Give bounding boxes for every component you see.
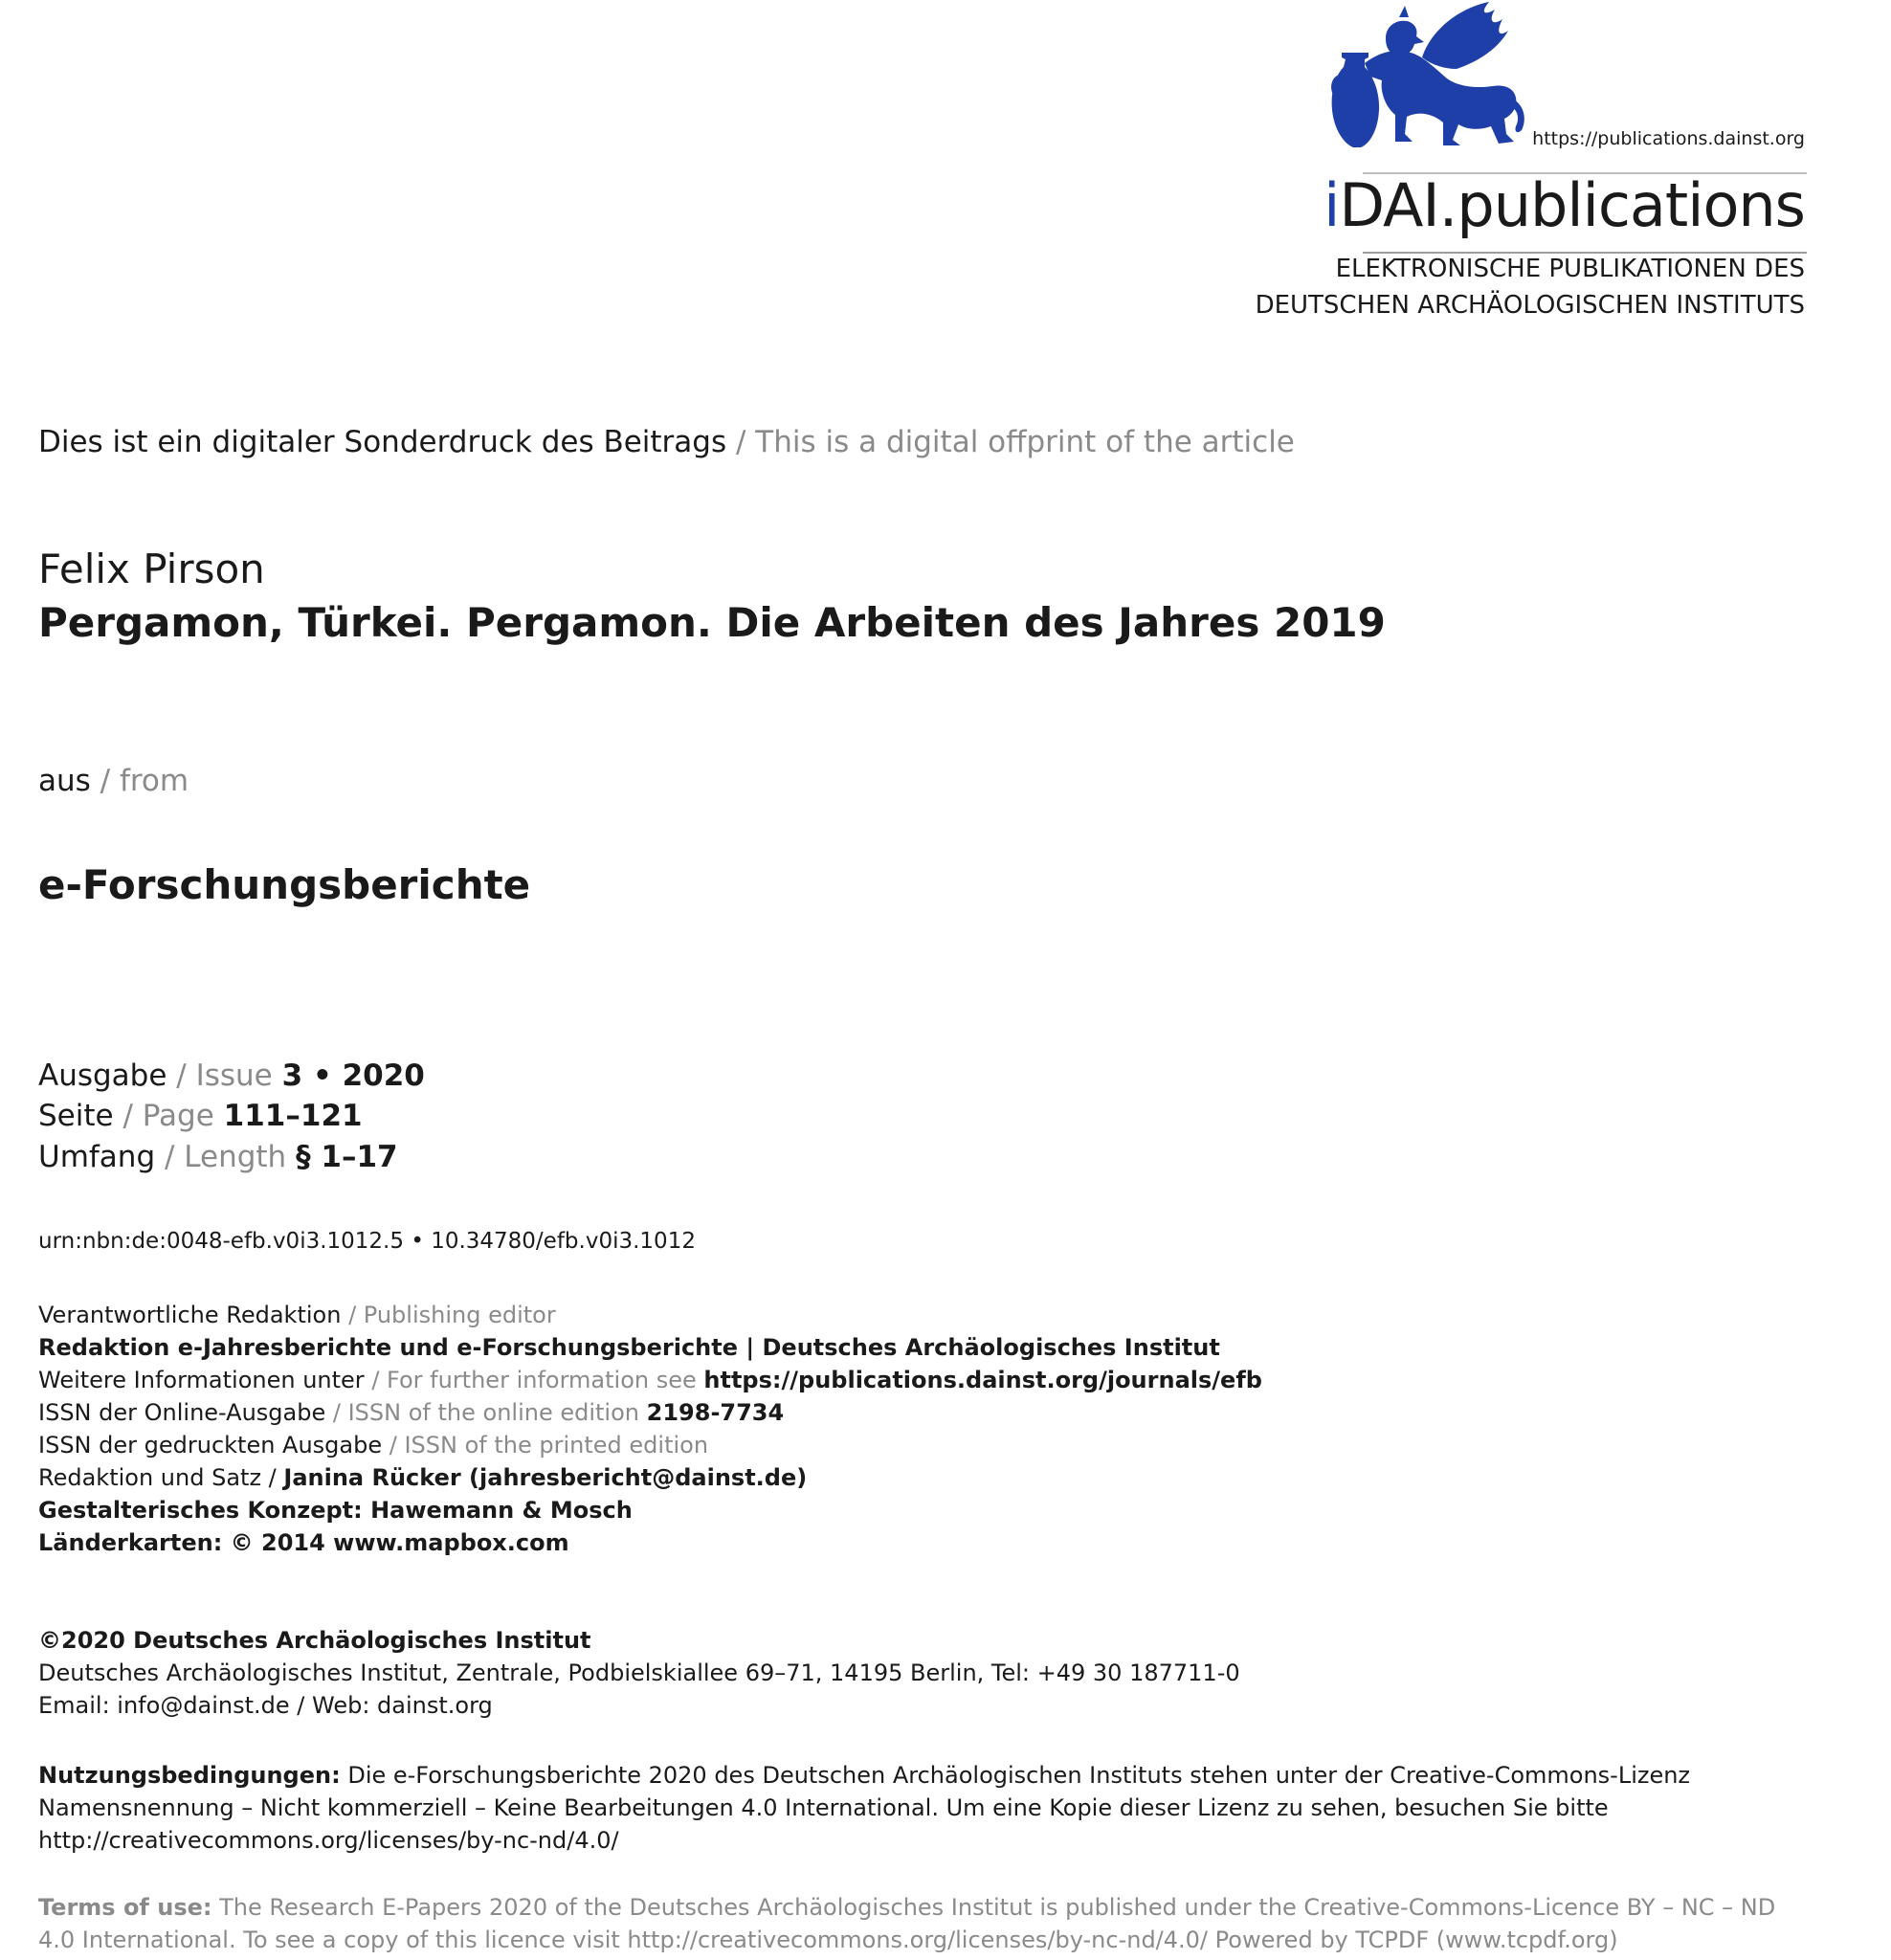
offprint-notice-de: Dies ist ein digitaler Sonderdruck des Beitrags [38,425,727,459]
more-info-de: Weitere Informationen unter [38,1367,365,1393]
page-label-en: / Page [122,1099,214,1133]
terms-de-label: Nutzungsbedingungen: [38,1762,341,1789]
urn-doi: urn:nbn:de:0048-efb.v0i3.1012.5 • 10.34780/efb.v0i3.1012 [38,1229,696,1254]
offprint-notice [38,425,1295,459]
site-url-link[interactable]: https://publications.dainst.org [1532,128,1805,149]
design-credit: Gestalterisches Konzept: Hawemann & Mosch [38,1497,633,1524]
issn-online-en: / ISSN of the online edition [332,1399,639,1426]
typesetting-label: Redaktion und Satz / [38,1464,277,1491]
issn-print-en: / ISSN of the printed edition [389,1432,709,1459]
brand-tagline-line1: ELEKTRONISCHE PUBLIKATIONEN DES [1335,255,1805,283]
terms-en-label: Terms of use: [38,1894,212,1921]
editor-label-line [38,1302,556,1328]
length-label-en: / Length [164,1140,287,1174]
dai-griffin-logo-icon [1326,0,1529,151]
brand-letter-i: i [1324,170,1340,240]
brand-tagline-line2: DEUTSCHEN ARCHÄOLOGISCHEN INSTITUTS [1255,291,1805,320]
from-label [38,764,189,798]
maps-credit: Länderkarten: © 2014 www.mapbox.com [38,1529,569,1556]
typesetting-line [38,1464,807,1491]
editor-value: Redaktion e-Jahresberichte und e-Forschungsberichte | Deutsches Archäologisches Institut [38,1334,1220,1361]
offprint-notice-en: / This is a digital offprint of the article [736,425,1295,459]
issue-line [38,1058,425,1093]
typesetting-value: Janina Rücker (jahresbericht@dainst.de) [283,1464,808,1491]
editor-label-en: / Publishing editor [348,1302,556,1328]
issn-print-line [38,1432,708,1459]
issue-value: 3 • 2020 [281,1058,425,1093]
length-value: § 1–17 [296,1140,398,1174]
issue-label-en: / Issue [176,1058,273,1093]
brand-divider [1363,252,1807,254]
length-line [38,1140,398,1174]
article-author: Felix Pirson [38,546,265,592]
from-label-en: / from [100,764,189,798]
brand-wordmark [1324,170,1805,240]
institute-contact: Email: info@dainst.de / Web: dainst.org [38,1692,493,1719]
page-value: 111–121 [223,1099,363,1133]
length-label-de: Umfang [38,1140,156,1174]
terms-of-use-de [38,1759,1809,1857]
more-info-line [38,1367,1262,1393]
issn-online-line [38,1399,784,1426]
brand-name-rest: DAI.publications [1339,170,1805,240]
page-line [38,1099,363,1133]
issn-online-de: ISSN der Online-Ausgabe [38,1399,326,1426]
issn-online-value: 2198-7734 [646,1399,785,1426]
institute-address: Deutsches Archäologisches Institut, Zentrale, Podbielskiallee 69–71, 14195 Berlin, Tel: +49 30 187711-0 [38,1659,1240,1686]
issue-label-de: Ausgabe [38,1058,167,1093]
more-info-en: / For further information see [371,1367,697,1393]
terms-de-text: Die e-Forschungsberichte 2020 des Deutschen Archäologischen Instituts stehen unter der Creative-Commons-Lizenz Namensnennung – Nicht kommerziell – Keine Bearbeitungen 4.0 International. Um eine Kopie dieser Lizenz zu sehen, besuchen Sie bitte http://creativecommons.org/licenses/by-nc-nd/4.0/ [38,1762,1691,1854]
terms-en-text: The Research E-Papers 2020 of the Deutsches Archäologisches Institut is published under the Creative-Commons-Licence BY – NC – ND 4.0 International. To see a copy of this licence visit http://creativecommons.org/licenses/by-nc-nd/4.0/ Powered by TCPDF (www.tcpdf.org) [38,1894,1776,1953]
article-title: Pergamon, Türkei. Pergamon. Die Arbeiten des Jahres 2019 [38,599,1386,646]
issn-print-de: ISSN der gedruckten Ausgabe [38,1432,383,1459]
journal-title: e-Forschungsberichte [38,861,531,908]
terms-of-use-en [38,1891,1809,1956]
journal-url-link[interactable]: https://publications.dainst.org/journals/efb [703,1367,1262,1393]
page-label-de: Seite [38,1099,114,1133]
copyright-notice: ©2020 Deutsches Archäologisches Institut [38,1627,591,1654]
from-label-de: aus [38,764,91,798]
editor-label-de: Verantwortliche Redaktion [38,1302,342,1328]
